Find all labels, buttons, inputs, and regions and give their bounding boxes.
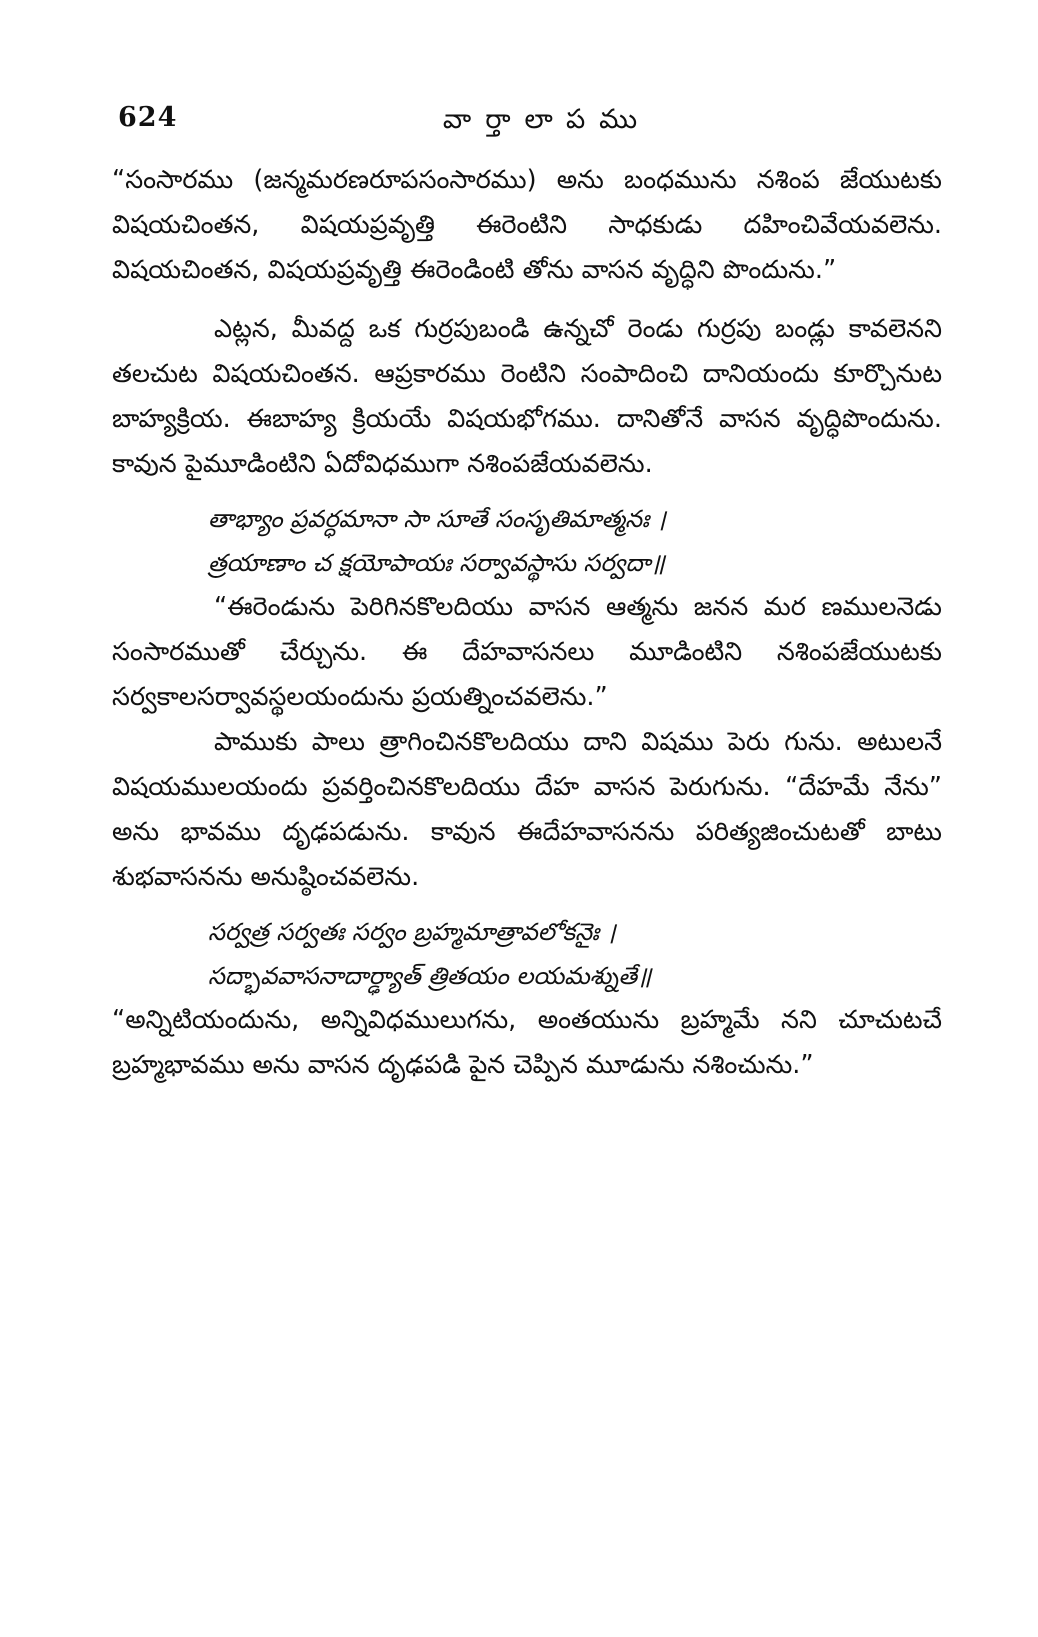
page-header: [112, 96, 942, 158]
paragraph-3: “ఈరెండును పెరిగినకొలదియు వాసన ఆత్మను జనన మర ణములనెడు సంసారముతో చేర్చును. ఈ దేహవాసనలు మూడింటిని నశింపజేయుటకు సర్వకాలసర్వావస్థలయందును ప్రయత్నించవలెను.”: [112, 592, 942, 712]
verse-line: సర్వత్ర సర్వతః సర్వం బ్రహ్మమాత్రావలోకనైః ।: [208, 918, 616, 946]
verse-line: సద్భావవాసనాదార్ఢ్యాత్ త్రితయం లయమశ్నుతే॥: [208, 962, 652, 990]
spacer: [112, 293, 942, 307]
paragraph-5: “అన్నిటియందును, అన్నివిధములుగను, అంతయును బ్రహ్మమే నని చూచుటచే బ్రహ్మభావము అను వాసన దృఢపడి పైన చెప్పిన మూడును నశించును.”: [112, 1005, 942, 1080]
page-number: 624: [118, 102, 178, 133]
sanskrit-verse-2: [208, 910, 942, 998]
verse-line: తాభ్యాం ప్రవర్ధమానా సా సూతే సంసృతిమాత్మనః ।: [208, 505, 666, 533]
paragraph-2: ఎట్లన, మీవద్ద ఒక గుర్రపుబండి ఉన్నచో రెండు గుర్రపు బండ్లు కావలెనని తలచుట విషయచింతన. ఆప్రకారము రెంటిని సంపాదించి దానియందు కూర్చొనుట బాహ్యక్రియ. ఈబాహ్య క్రియయే విషయభోగము. దానితోనే వాసన వృద్ధిపొందును. కావున పైమూడింటిని ఏదోవిధముగా నశింపజేయవలెను.: [112, 314, 942, 479]
spacer: [112, 487, 942, 497]
page-content: [112, 158, 942, 1088]
paragraph-4: పాముకు పాలు త్రాగించినకొలదియు దాని విషము పెరు గును. అటులనే విషయములయందు ప్రవర్తించినకొలదియు దేహ వాసన పెరుగును. “దేహమే నేను” అను భావము దృఢపడును. కావున ఈదేహవాసనను పరిత్యజించుటతో బాటు శుభవాసనను అనుష్ఠించవలెను.: [112, 727, 942, 892]
running-title: వార్తాలాపము: [442, 104, 652, 135]
paragraph-1: “సంసారము (జన్మమరణరూపసంసారము) అను బంధమును నశింప జేయుటకు విషయచింతన, విషయప్రవృత్తి ఈరెంటిని సాధకుడు దహించివేయవలెను. విషయచింతన, విషయప్రవృత్తి ఈరెండింటి తోను వాసన వృద్ధిని పొందును.”: [112, 165, 942, 285]
sanskrit-verse-1: [208, 497, 942, 585]
verse-line: త్రయాణాం చ క్షయోపాయః సర్వావస్థాసు సర్వదా॥: [208, 549, 665, 577]
spacer: [112, 900, 942, 910]
